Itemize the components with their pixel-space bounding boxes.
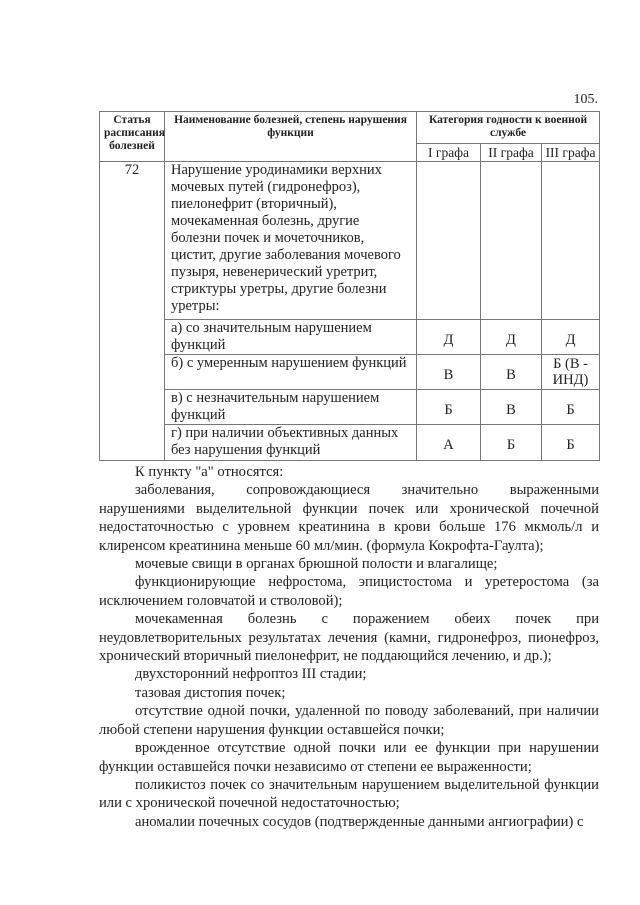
category-value: Д [542,320,600,355]
empty-cell [417,162,481,320]
header-column-1: I графа [417,144,481,162]
paragraph: К пункту "а" относятся: [135,464,284,480]
category-value: В [481,355,542,390]
category-value: В [417,355,481,390]
disease-description: Нарушение уродинамики верхних мочевых путей (гидронефроз), пиелонефрит (вторичный), мочекаменная болезнь, другие болезни почек и мочеточников, цистит, другие заболевания мочевого пузыря, невенерический уретрит, стриктуры уретры, другие болезни уретры: [165,162,417,320]
category-value: В [481,390,542,425]
table-row [100,355,600,390]
paragraph: мочекаменная болезнь с поражением обеих почек при неудовлетворительных результатах лечения (камни, гидронефроз, пионефроз, хронический вторичный пиелонефрит, не поддающийся лечению, и др.); [99,611,599,665]
header-column-2: II графа [481,144,542,162]
table-row [100,425,600,461]
category-value: Б [542,425,600,461]
category-value: Д [481,320,542,355]
paragraph: тазовая дистопия почек; [135,684,286,701]
category-value: Б [542,390,600,425]
paragraph: заболевания, сопровождающиеся значительно выраженными нарушениями выделительной функции почек или хронической почечной недостаточностью с уровнем креатинина в крови больше 176 мкмоль/л и клиренсом креатинина меньше 60 мл/мин. (формула Кокрофта-Гаулта); [99,482,599,554]
paragraph: отсутствие одной почки, удаленной по поводу заболеваний, при наличии любой степени нарушения функции оставшейся почки; [99,703,599,738]
sub-item-description: б) с умеренным нарушением функций [165,355,417,390]
empty-cell [542,162,600,320]
page-number: 105. [573,92,598,107]
article-number: 72 [100,162,165,461]
table-row [100,390,600,425]
header-column-3: III графа [542,144,600,162]
sub-item-description: г) при наличии объективных данных без нарушения функций [165,425,417,461]
table-row [100,320,600,355]
category-value: Б (В - ИНД) [542,355,600,390]
paragraph: поликистоз почек со значительным нарушением выделительной функции или с хронической почечной недостаточностью; [99,776,599,812]
category-value: А [417,425,481,461]
empty-cell [481,162,542,320]
category-value: Б [417,390,481,425]
body-text [99,463,599,831]
category-value: Б [481,425,542,461]
category-value: Д [417,320,481,355]
paragraph: врожденное отсутствие одной почки или ее функции при нарушении функции оставшейся почки независимо от степени ее выраженности; [99,740,599,775]
table-row [100,162,600,320]
sub-item-description: в) с незначительным нарушением функций [165,390,417,425]
header-article: Статья расписания болезней [100,112,165,162]
paragraph: двухсторонний нефроптоз III стадии; [135,666,367,683]
header-category: Категория годности к военной службе [417,112,600,144]
sub-item-description: а) со значительным нарушением функций [165,320,417,355]
header-name: Наименование болезней, степень нарушения функции [165,112,417,162]
paragraph: аномалии почечных сосудов (подтвержденные данными ангиографии) с [135,813,584,830]
paragraph: функционирующие нефростома, эпицистостома и уретеростома (за исключением головчатой и стволовой); [99,574,599,609]
paragraph: мочевые свищи в органах брюшной полости и влагалище; [135,556,498,573]
disease-schedule-table [99,111,600,461]
